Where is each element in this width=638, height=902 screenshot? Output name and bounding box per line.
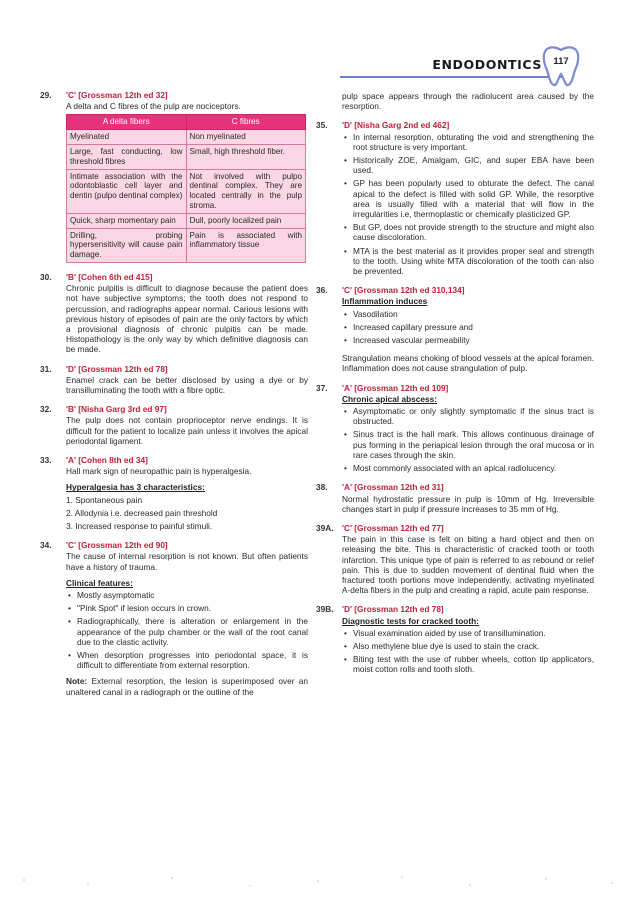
subheading: Hyperalgesia has 3 characteristics: (66, 482, 205, 493)
question-number: 32. (40, 404, 52, 415)
page-number: 117 (553, 56, 569, 67)
table-row (67, 169, 306, 213)
list-item: • Vasodilation (342, 309, 594, 319)
answer-reference: 'D' [Grossman 12th ed 78] (66, 363, 168, 374)
list-item: • Biting test with the use of rubber wheels, cotton tip applicators, moist cotton rolls and tooth sloth. (342, 654, 594, 674)
paragraph: The pulp does not contain proprioceptor nerve endings. It is difficult for the patient to localize pain unless it involves the apical periodontal ligament. (66, 415, 308, 446)
subheading: Inflammation induces (342, 296, 428, 307)
question-31 (40, 364, 308, 396)
fibres-comparison-table (66, 114, 306, 263)
paragraph: Enamel crack can be better disclosed by using a dye or by transilluminating the tooth with a fibre optic. (66, 374, 308, 395)
list-item: 3. Increased response to painful stimuli. (66, 521, 213, 532)
paragraph: Strangulation means choking of blood vessels at the apical foramen. Inflammation does not cause strangulation of pulp. (342, 353, 594, 374)
table-cell: Non myelinated (186, 130, 306, 145)
table-row (67, 213, 306, 228)
question-38 (316, 482, 594, 514)
bullet-list (342, 406, 594, 473)
list-item: • Also methylene blue dye is used to stain the crack. (342, 641, 594, 651)
question-number: 36. (316, 285, 328, 296)
question-number: 33. (40, 455, 52, 466)
list-item: • MTA is the best material as it provides proper seal and strength to the tooth. Using white MTA discoloration of the tooth can also be prevented. (342, 246, 594, 277)
table-cell: Dull, poorly localized pain (186, 213, 306, 228)
question-39b (316, 604, 594, 674)
paragraph: Hall mark sign of neuropathic pain is hyperalgesia. (66, 466, 252, 477)
question-34 (40, 540, 308, 697)
table-cell: Quick, sharp momentary pain (67, 213, 187, 228)
table-row (67, 130, 306, 145)
table-row (67, 228, 306, 262)
answer-reference: 'D' [Grossman 12th ed 78] (342, 604, 444, 615)
question-29 (40, 90, 308, 263)
list-item: • Mostly asymptomatic (66, 590, 308, 600)
answer-reference: 'B' [Nisha Garg 3rd ed 97] (66, 404, 167, 415)
answer-reference: 'B' [Cohen 6th ed 415] (66, 271, 153, 282)
list-item: • In internal resorption, obturating the void and strengthening the root structure is very important. (342, 132, 594, 152)
table-header: C fibres (186, 115, 306, 130)
list-item: 2. Allodynia i.e. decreased pain threshold (66, 507, 218, 518)
answer-reference: 'C' [Grossman 12th ed 310,134] (342, 285, 465, 296)
paragraph: Normal hydrostatic pressure in pulp is 10mm of Hg. Irreversible changes start in pulp if pressure increases to 35 mm of Hg. (342, 493, 594, 514)
list-item: • Visual examination aided by use of transillumination. (342, 628, 594, 638)
list-item: • Increased vascular permeability (342, 335, 594, 345)
answer-reference: 'D' [Nisha Garg 2nd ed 462] (342, 120, 450, 131)
list-item: • Radiographically, there is alteration or enlargement in the appearance of the pulp chamber or the wall of the root canal due to the clastic activity. (66, 616, 308, 647)
question-39a (316, 523, 594, 595)
question-number: 39B. (316, 604, 334, 615)
bullet-list (342, 309, 594, 346)
list-item: • When desorption progresses into periodontal space, it is difficult to differentiate from external resorption. (66, 650, 308, 670)
bullet-list (66, 590, 308, 670)
question-32 (40, 404, 308, 446)
table-cell: Intimate association with the odontoblastic cell layer and dentin (pulpo dentinal complex) (67, 169, 187, 213)
list-item: 1. Spontaneous pain (66, 494, 143, 505)
question-35 (316, 120, 594, 276)
question-30 (40, 272, 308, 355)
question-37 (316, 383, 594, 474)
list-item: • GP has been popularly used to obturate the defect. The canal apical to the defect is filled with solid GP. While, the resorptive area is usually filled with a material that will flow in the irregularities i.e, thermoplastic or chemically plasticized GP. (342, 178, 594, 219)
answer-reference: 'A' [Cohen 8th ed 34] (66, 455, 148, 466)
list-item: • Asymptomatic or only slightly symptomatic if the sinus tract is obstructed. (342, 406, 594, 426)
bullet-list (342, 628, 594, 675)
paragraph: pulp space appears through the radiolucent area caused by the resorption. (342, 91, 594, 112)
answer-reference: 'A' [Grossman 12th ed 31] (342, 482, 444, 493)
question-34-continued (316, 91, 594, 111)
answer-reference: 'C' [Grossman 12th ed 32] (66, 90, 168, 100)
paragraph: A delta and C fibres of the pulp are nociceptors. (66, 101, 241, 112)
answer-reference: 'C' [Grossman 12th ed 77] (342, 522, 444, 533)
subheading: Clinical features: (66, 577, 133, 588)
paragraph: The pain in this case is felt on biting a hard object and then on releasing the bite. This is characteristic of cracked tooth or tooth infarction. This unique type of pain is referred to as rebound or relief pain. This is due to sudden movement of dentinal fluid when the fractured tooth portions move independently, activating myelinated A-delta fibers in the pulp and creating a rapid, acute pain response. (342, 534, 594, 596)
note-label: Note: (66, 676, 88, 687)
note-text: External resorption, the lesion is superimposed over an unaltered canal in a radiograph or the outline of the (66, 676, 308, 697)
question-number: 37. (316, 382, 328, 393)
scan-speckles (0, 872, 638, 892)
question-number: 38. (316, 482, 328, 493)
list-item: • But GP, does not provide strength to the structure and might also cause discoloration. (342, 222, 594, 242)
question-36 (316, 285, 594, 373)
table-row (67, 145, 306, 170)
numbered-list (66, 495, 308, 532)
table-cell: Small, high threshold fiber. (186, 145, 306, 170)
question-33 (40, 455, 308, 531)
question-number: 34. (40, 540, 52, 551)
header-rule (340, 76, 568, 78)
list-item: • Most commonly associated with an apical radiolucency. (342, 463, 594, 473)
question-number: 35. (316, 120, 328, 131)
list-item: • Sinus tract is the hall mark. This allows continuous drainage of pus forming in the periapical lesion through the oral mucosa or in rare cases through the skin. (342, 429, 594, 460)
table-cell: Pain is associated with inflammatory tissue (186, 228, 306, 262)
question-number: 29. (40, 90, 52, 100)
table-cell: Drilling, probing hypersensitivity will cause pain damage. (67, 228, 187, 262)
bullet-list (342, 132, 594, 277)
table-cell: Myelinated (67, 130, 187, 145)
list-item: • Historically ZOE, Amalgam, GIC, and super EBA have been used. (342, 155, 594, 175)
table-cell: Not involved with pulpo dentinal complex. They are located centrally in the pulp stroma. (186, 169, 306, 213)
table-cell: Large, fast conducting, low threshold fibres (67, 145, 187, 170)
question-number: 30. (40, 271, 52, 282)
answer-reference: 'C' [Grossman 12th ed 90] (66, 540, 168, 551)
list-item: • "Pink Spot" if lesion occurs in crown. (66, 603, 308, 613)
subheading: Chronic apical abscess: (342, 393, 437, 404)
right-column (316, 90, 594, 684)
subheading: Diagnostic tests for cracked tooth: (342, 615, 479, 626)
table-header: A delta fibers (67, 115, 187, 130)
left-column (40, 90, 308, 706)
answer-reference: 'A' [Grossman 12th ed 109] (342, 382, 449, 393)
question-number: 31. (40, 363, 52, 374)
paragraph: Chronic pulpitis is difficult to diagnose because the patient does not have subjective symptoms; the tooth does not respond to percussion, and radiographs appear normal. Carious lesions with previous history of episodes of pain are the only factors by which a provisional diagnosis of chronic pulpitis can be made. Histopathology is the only way by which definitive diagnosis can be made. (66, 283, 308, 355)
paragraph: The cause of internal resorption is not known. But often patients have a history of trauma. (66, 551, 308, 572)
chapter-title: ENDODONTICS (432, 57, 542, 72)
note-paragraph (66, 676, 308, 696)
question-number: 39A. (316, 522, 334, 533)
tooth-icon (540, 44, 582, 88)
running-header (340, 52, 568, 78)
list-item: • Increased capillary pressure and (342, 322, 594, 332)
